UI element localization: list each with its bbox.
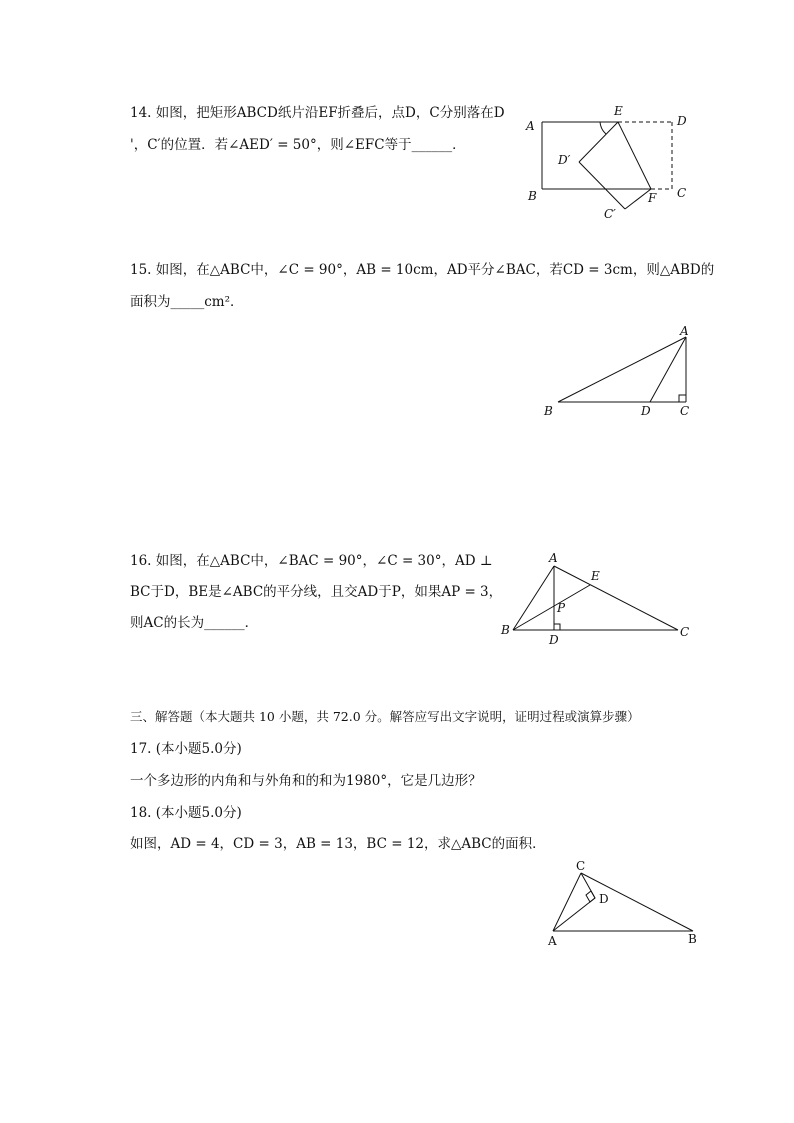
q14-line-1: 14. 如图，把矩形ABCD纸片沿EF折叠后，点D，C分别落在D — [130, 105, 505, 121]
q15-edge-BA — [558, 337, 686, 402]
q16-label-C: C — [680, 625, 690, 639]
q14-label-D: D — [677, 114, 687, 128]
q16-segment-BE — [513, 585, 590, 630]
q16-line-1: 16. 如图，在△ABC中，∠BAC = 90°，∠C = 30°，AD ⊥ — [130, 553, 493, 569]
q18-label-B: B — [688, 932, 697, 946]
q18-label-C: C — [576, 859, 586, 873]
q14-line-2: '，C′的位置．若∠AED′ = 50°，则∠EFC等于______． — [130, 137, 466, 153]
q14-edge-ED-prime — [579, 122, 618, 162]
q15-segment-AD — [650, 337, 686, 402]
section-3-heading: 三、解答题（本大题共 10 小题，共 72.0 分。解答应写出文字说明，证明过程或演算步骤） — [130, 709, 640, 724]
q18-segment-AD — [553, 898, 595, 931]
q16-label-P: P — [557, 601, 566, 615]
q15-label-D: D — [641, 404, 651, 418]
q16-label-E: E — [591, 569, 600, 583]
q18-label-A: A — [548, 934, 557, 948]
q15-line-1: 15. 如图，在△ABC中，∠C = 90°，AB = 10cm，AD平分∠BAC，若CD = 3cm，则△ABD的 — [130, 262, 715, 278]
q18-edge-AC — [553, 873, 581, 931]
q15-right-angle-mark — [679, 395, 686, 402]
q16-label-A: A — [549, 551, 558, 565]
q14-label-E: E — [614, 104, 623, 118]
q17-number: 17. (本小题5.0分) — [130, 741, 242, 757]
q18-right-angle-mark — [586, 891, 595, 902]
q18-label-D: D — [599, 892, 609, 906]
q18-number: 18. (本小题5.0分) — [130, 805, 242, 821]
q16-right-angle-mark — [554, 624, 560, 630]
q14-label-F: F — [648, 191, 657, 205]
q17-text: 一个多边形的内角和与外角和的和为1980°，它是几边形？ — [130, 773, 482, 789]
q15-line-2: 面积为_____cm²． — [130, 294, 244, 310]
q15-label-C: C — [680, 404, 690, 418]
q16-label-D: D — [549, 633, 559, 647]
q16-edge-BA — [513, 566, 554, 630]
q14-fold-EF — [618, 122, 651, 189]
q18-text: 如图，AD = 4，CD = 3，AB = 13，BC = 12，求△ABC的面积． — [130, 836, 546, 852]
q16-figure — [495, 548, 700, 648]
q16-edge-AC — [554, 566, 678, 630]
q15-figure — [540, 322, 700, 422]
q14-figure — [520, 100, 700, 225]
q14-label-A: A — [526, 119, 535, 133]
q15-label-A: A — [680, 324, 689, 338]
q16-line-3: 则AC的长为______． — [130, 615, 259, 631]
q18-figure — [540, 855, 705, 950]
q14-edge-D-prime-C-prime — [579, 162, 625, 209]
q14-label-D-prime: D′ — [558, 153, 571, 167]
q15-label-B: B — [544, 404, 553, 418]
q18-edge-CB — [581, 873, 693, 931]
q16-line-2: BC于D，BE是∠ABC的平分线，且交AD于P，如果AP = 3， — [130, 584, 503, 600]
q14-label-B: B — [528, 189, 537, 203]
q14-label-C-prime: C′ — [604, 207, 616, 221]
q14-angle-arc — [600, 122, 606, 134]
q14-label-C: C — [677, 186, 687, 200]
q16-label-B: B — [501, 623, 510, 637]
